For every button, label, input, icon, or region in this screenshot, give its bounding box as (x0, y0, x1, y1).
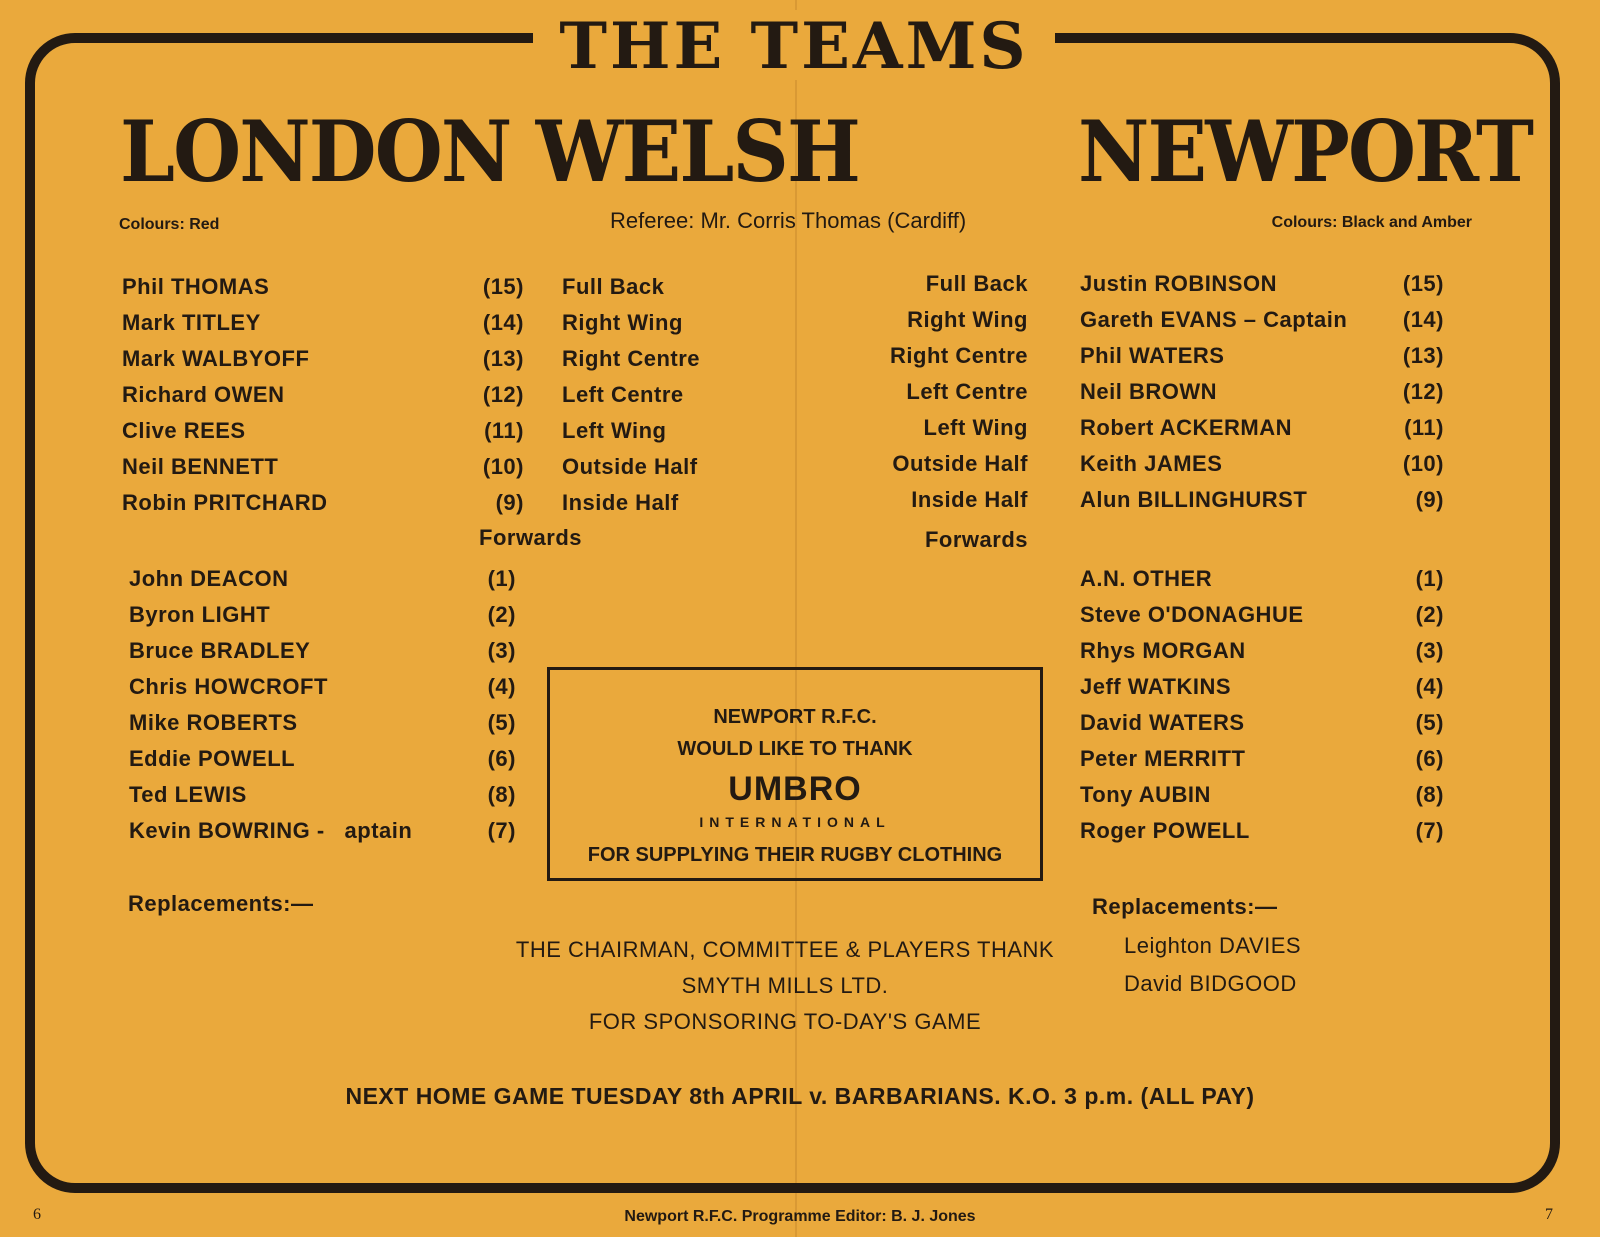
away-back-player: Keith JAMES (1080, 451, 1223, 476)
referee: Referee: Mr. Corris Thomas (Cardiff) (610, 208, 967, 233)
away-back-number: (9) (1415, 487, 1444, 512)
home-forward-player: Byron LIGHT (129, 602, 271, 627)
umbro-brand: UMBRO (728, 770, 862, 808)
home-forward-number: (2) (487, 602, 516, 627)
home-back-position: Inside Half (562, 490, 679, 515)
away-back-number: (14) (1402, 307, 1444, 332)
home-back-player: Mark WALBYOFF (122, 346, 310, 371)
home-forward-number: (3) (487, 638, 516, 663)
sponsor-line-2: SMYTH MILLS LTD. (681, 973, 889, 998)
away-forward-number: (5) (1415, 710, 1444, 735)
away-back-player: Robert ACKERMAN (1080, 415, 1293, 440)
home-back-number: (11) (484, 418, 524, 443)
away-back-position: Right Wing (907, 307, 1028, 332)
away-back-position: Right Centre (890, 343, 1028, 368)
home-replacements-label: Replacements:— (128, 891, 314, 916)
home-forwards-label: Forwards (479, 525, 583, 550)
home-back-position: Right Centre (562, 346, 700, 371)
away-forward-player: A.N. OTHER (1080, 566, 1213, 591)
sponsor-line-1: THE CHAIRMAN, COMMITTEE & PLAYERS THANK (515, 937, 1055, 962)
page-title: THE TEAMS (559, 9, 1029, 84)
away-back-position: Left Wing (923, 415, 1028, 440)
page-number-right: 7 (1545, 1206, 1553, 1223)
home-back-position: Left Wing (562, 418, 667, 443)
away-forward-player: Tony AUBIN (1080, 782, 1211, 807)
home-back-number: (15) (482, 274, 524, 299)
away-forwards-label: Forwards (924, 527, 1028, 552)
away-forward-player: Rhys MORGAN (1080, 638, 1246, 663)
away-forward-player: David WATERS (1080, 710, 1245, 735)
home-back-number: (12) (482, 382, 524, 407)
away-back-number: (11) (1404, 415, 1444, 440)
home-forward-player: Ted LEWIS (129, 782, 247, 807)
sponsor-line-3: FOR SPONSORING TO-DAY'S GAME (588, 1009, 982, 1034)
away-back-player: Neil BROWN (1080, 379, 1217, 404)
home-forward-player: John DEACON (129, 566, 289, 591)
away-forward-player: Steve O'DONAGHUE (1080, 602, 1304, 627)
umbro-line-1: NEWPORT R.F.C. (713, 706, 877, 728)
home-back-player: Phil THOMAS (122, 274, 270, 299)
home-back-number: (9) (495, 490, 524, 515)
home-team-name: LONDON WELSH (120, 102, 859, 201)
umbro-brand-sub: INTERNATIONAL (699, 814, 891, 830)
away-forward-player: Jeff WATKINS (1080, 674, 1232, 699)
home-back-number: (13) (482, 346, 524, 371)
umbro-notice (547, 667, 1043, 881)
programme-editor-credit: Newport R.F.C. Programme Editor: B. J. Jones (624, 1208, 976, 1225)
home-forward-number: (1) (487, 566, 516, 591)
away-back-position: Left Centre (906, 379, 1028, 404)
home-back-number: (10) (482, 454, 524, 479)
away-forward-number: (3) (1415, 638, 1444, 663)
home-forward-number: (7) (487, 818, 516, 843)
home-back-player: Clive REES (122, 418, 246, 443)
home-back-position: Left Centre (562, 382, 684, 407)
away-forward-number: (1) (1415, 566, 1444, 591)
away-team-name: NEWPORT (1078, 102, 1533, 201)
away-replacements-label: Replacements:— (1092, 894, 1278, 919)
home-forward-player: Bruce BRADLEY (129, 638, 311, 663)
away-forward-player: Peter MERRITT (1080, 746, 1246, 771)
away-back-player: Gareth EVANS – Captain (1080, 307, 1348, 332)
home-forward-number: (5) (487, 710, 516, 735)
home-forward-player: Chris HOWCROFT (129, 674, 328, 699)
away-forward-number: (2) (1415, 602, 1444, 627)
home-forward-player: Kevin BOWRING - aptain (129, 818, 413, 843)
away-forward-number: (7) (1415, 818, 1444, 843)
home-back-player: Neil BENNETT (122, 454, 279, 479)
umbro-line-3: FOR SUPPLYING THEIR RUGBY CLOTHING (587, 844, 1003, 866)
away-back-position: Full Back (925, 271, 1028, 296)
home-back-player: Robin PRITCHARD (122, 490, 328, 515)
home-back-position: Right Wing (562, 310, 683, 335)
home-back-position: Outside Half (562, 454, 698, 479)
away-back-position: Inside Half (911, 487, 1028, 512)
home-forward-number: (8) (487, 782, 516, 807)
away-back-number: (13) (1402, 343, 1444, 368)
home-forward-number: (6) (487, 746, 516, 771)
away-colours: Colours: Black and Amber (1271, 214, 1472, 231)
umbro-line-2: WOULD LIKE TO THANK (677, 738, 913, 760)
home-forward-number: (4) (487, 674, 516, 699)
next-home-game: NEXT HOME GAME TUESDAY 8th APRIL v. BARBARIANS. K.O. 3 p.m. (ALL PAY) (345, 1083, 1255, 1109)
away-forward-number: (8) (1415, 782, 1444, 807)
away-replacement-2: David BIDGOOD (1124, 971, 1297, 996)
away-forward-player: Roger POWELL (1080, 818, 1250, 843)
away-back-number: (15) (1402, 271, 1444, 296)
home-forward-player: Eddie POWELL (129, 746, 296, 771)
away-back-position: Outside Half (892, 451, 1028, 476)
away-back-player: Alun BILLINGHURST (1080, 487, 1308, 512)
away-back-number: (10) (1402, 451, 1444, 476)
away-forward-number: (6) (1415, 746, 1444, 771)
page-number-left: 6 (33, 1206, 41, 1223)
away-forward-number: (4) (1415, 674, 1444, 699)
away-replacement-1: Leighton DAVIES (1124, 933, 1302, 958)
away-back-number: (12) (1402, 379, 1444, 404)
away-back-player: Phil WATERS (1080, 343, 1225, 368)
home-colours: Colours: Red (119, 216, 220, 233)
home-back-player: Richard OWEN (122, 382, 285, 407)
away-back-player: Justin ROBINSON (1080, 271, 1277, 296)
home-back-position: Full Back (562, 274, 665, 299)
home-back-player: Mark TITLEY (122, 310, 261, 335)
home-back-number: (14) (482, 310, 524, 335)
home-forward-player: Mike ROBERTS (129, 710, 298, 735)
